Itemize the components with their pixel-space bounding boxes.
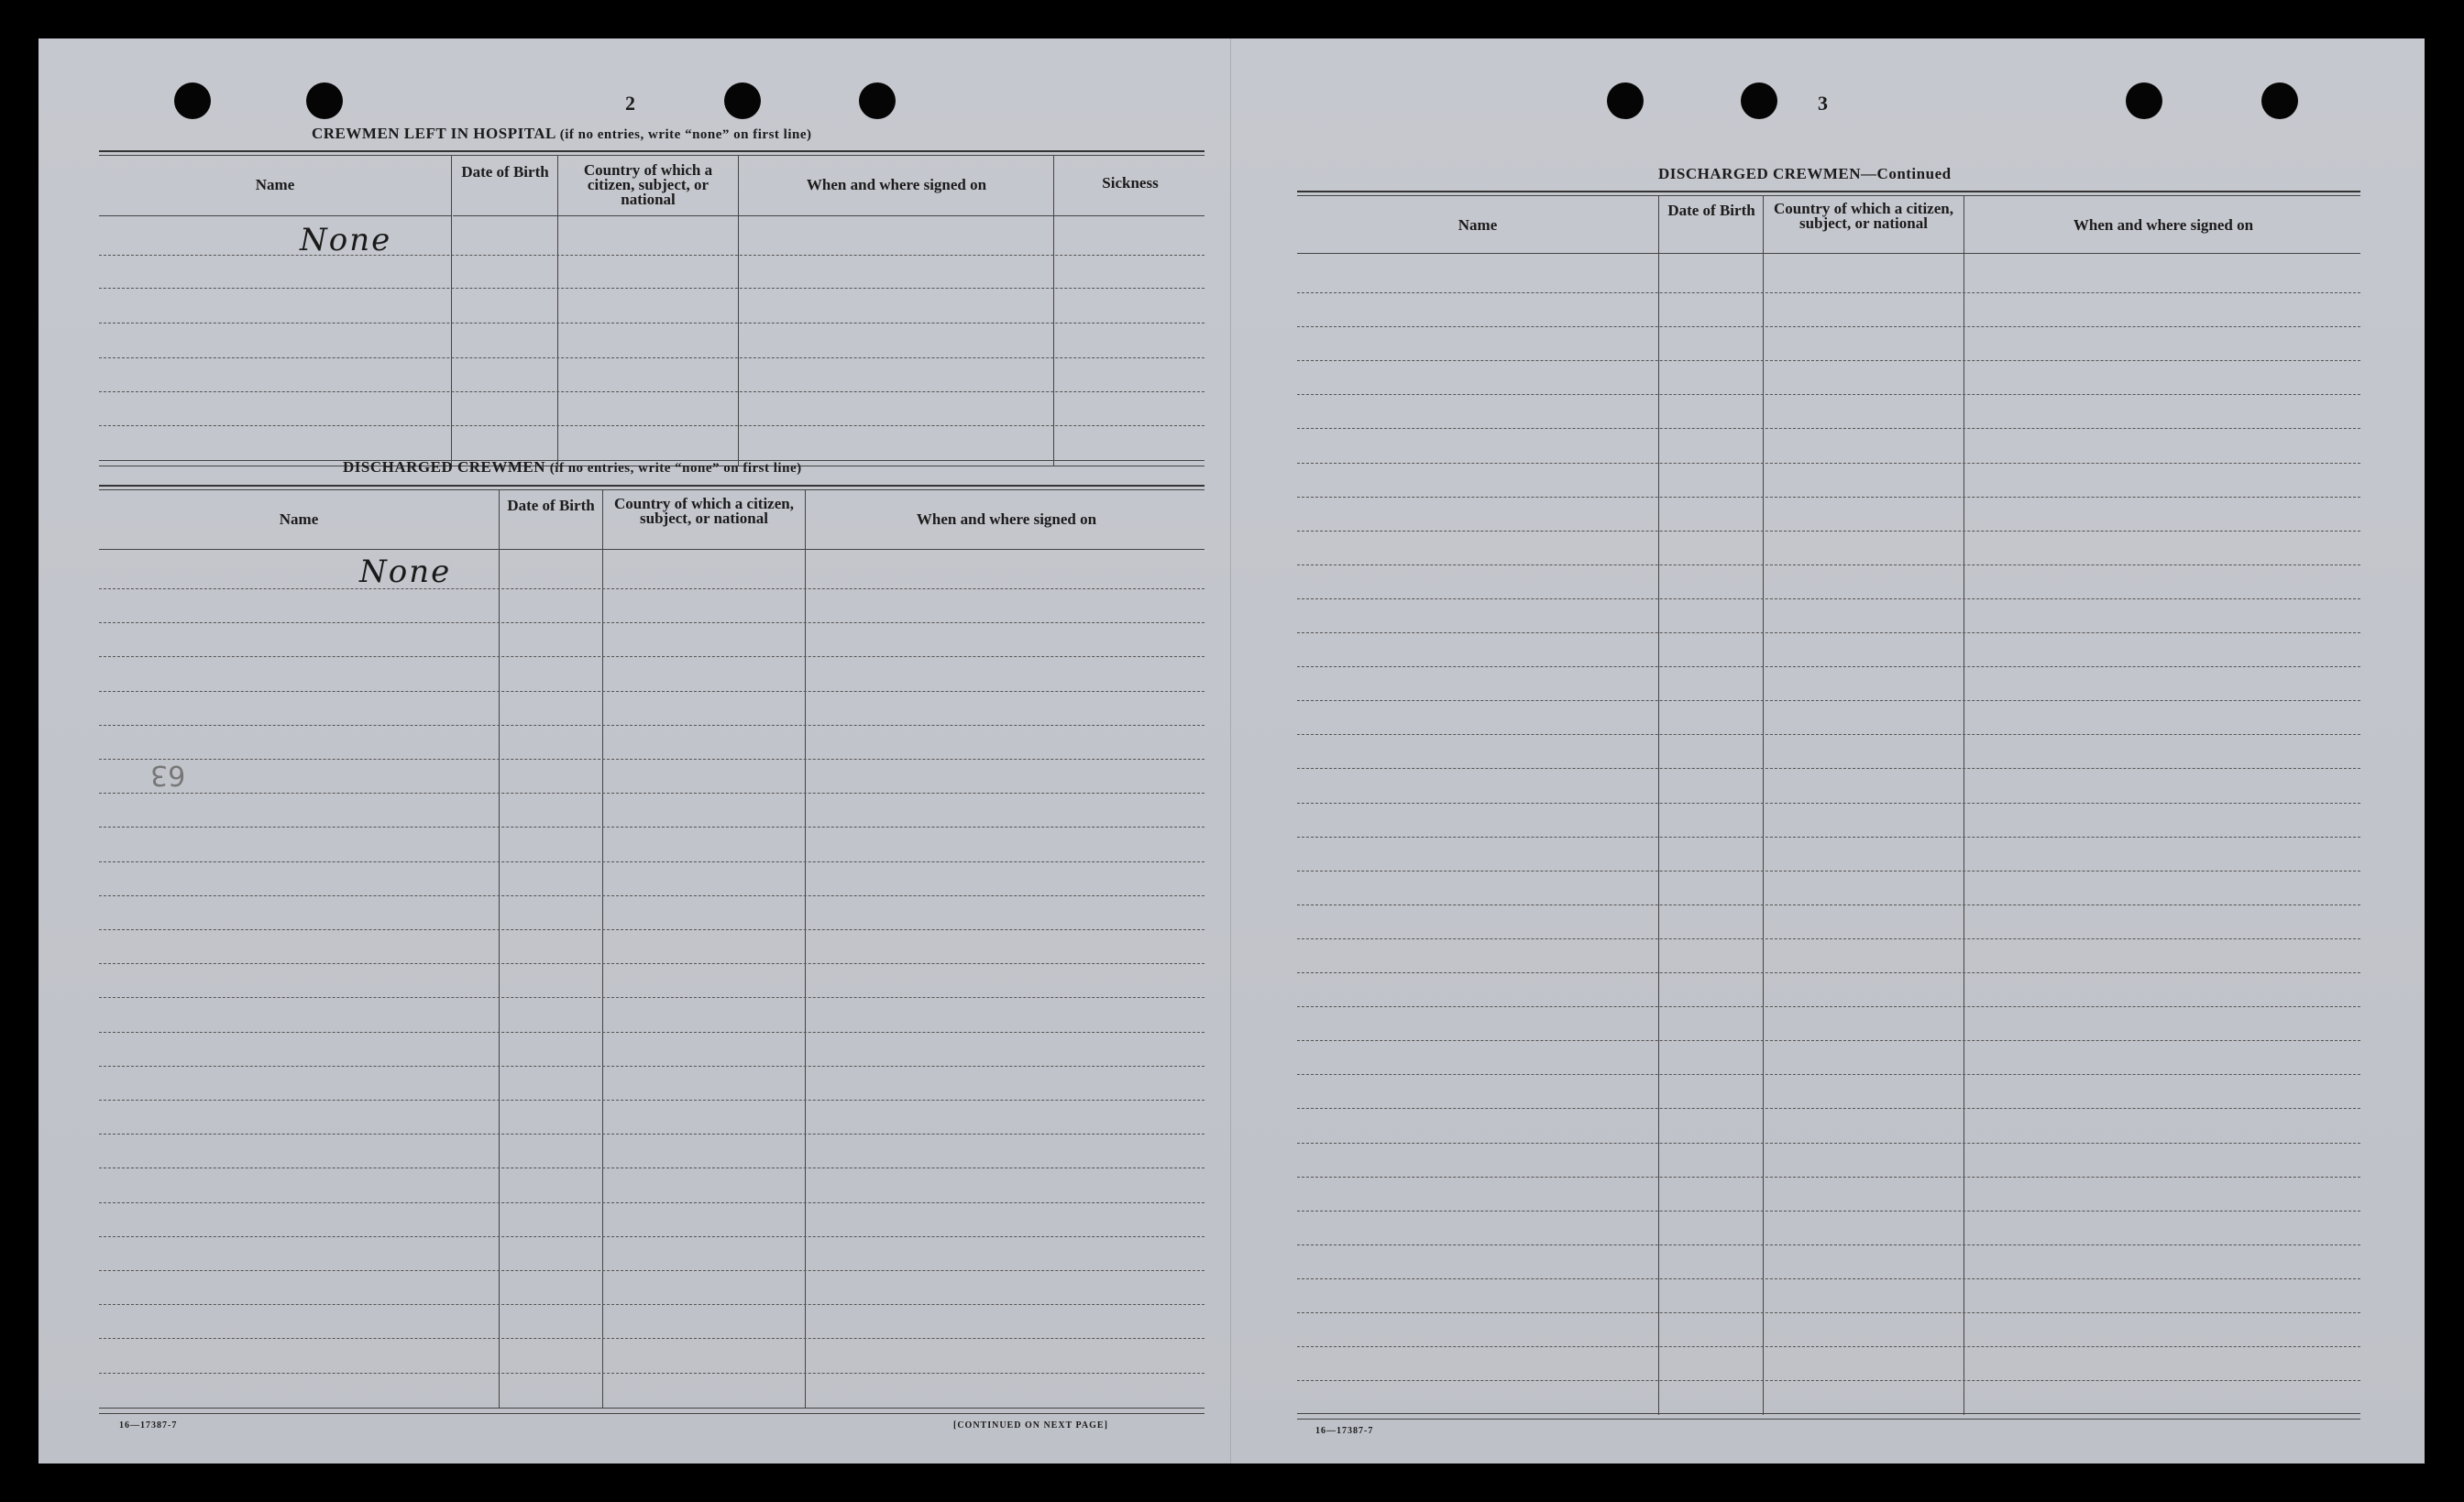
column-header-country: Country of which a citizen, subject, or national: [614, 495, 794, 527]
top-rule: [99, 155, 1204, 156]
form-line: [99, 963, 1204, 964]
form-line: [99, 588, 1204, 589]
header-underline: [453, 215, 1204, 216]
column-header-name: Name: [279, 510, 319, 528]
form-line: [1297, 666, 2360, 667]
form-line: [1297, 972, 2360, 973]
right-page: [1230, 38, 2425, 1464]
section-end-rule: [99, 1408, 1204, 1409]
column-header-date-of-birth: Date of Birth: [507, 497, 595, 514]
punch-hole: [2126, 82, 2162, 119]
form-line: [1297, 428, 2360, 429]
continued-section-title: DISCHARGED CREWMEN—Continued: [1658, 165, 1952, 182]
column-divider: [1763, 196, 1764, 1415]
left-page: [38, 38, 1230, 1464]
discharged-instruction: (if no entries, write “none” on first line): [549, 461, 802, 476]
form-line: [99, 391, 1204, 392]
column-header-date-of-birth: Date of Birth: [461, 163, 549, 181]
form-line: [99, 725, 1204, 726]
form-line: [99, 827, 1204, 828]
form-line: [99, 861, 1204, 862]
punch-hole: [2261, 82, 2298, 119]
handwritten-entry: None: [300, 222, 392, 258]
form-line: [99, 1338, 1204, 1339]
form-line: [99, 288, 1204, 289]
column-divider: [1053, 156, 1054, 466]
discharged-section-title: [343, 458, 802, 477]
hospital-instruction: (if no entries, write “none” on first line): [559, 127, 812, 142]
punch-hole: [1607, 82, 1644, 119]
form-line: [1297, 394, 2360, 395]
form-line: [99, 1134, 1204, 1135]
form-line: [1297, 531, 2360, 532]
form-line: [1297, 292, 2360, 293]
punch-hole: [306, 82, 343, 119]
form-line: [1297, 768, 2360, 769]
form-line: [1297, 871, 2360, 872]
top-rule: [1297, 195, 2360, 196]
top-rule: [99, 485, 1204, 487]
form-line: [1297, 1244, 2360, 1245]
punch-hole: [724, 82, 761, 119]
form-line: [1297, 1380, 2360, 1381]
form-line: [99, 1032, 1204, 1033]
form-line: [1297, 700, 2360, 701]
form-line: [1297, 1278, 2360, 1279]
top-rule: [1297, 191, 2360, 192]
form-line: [1297, 904, 2360, 905]
column-header-name: Name: [1458, 216, 1498, 234]
discharged-title-text: DISCHARGED CREWMEN: [343, 458, 546, 476]
column-header-signed-on: When and where signed on: [916, 510, 1097, 528]
column-header-country: Country of which a citizen, subject, or national: [583, 161, 713, 208]
form-line: [99, 1100, 1204, 1101]
section-end-rule: [99, 1413, 1204, 1414]
form-line: [1297, 1074, 2360, 1075]
hospital-section-title: [312, 125, 812, 143]
header-underline: [99, 549, 1204, 550]
section-end-rule: [1297, 1413, 2360, 1414]
column-header-date-of-birth: Date of Birth: [1667, 202, 1755, 219]
form-line: [99, 1236, 1204, 1237]
form-line: [99, 255, 1204, 256]
form-line: [1297, 1040, 2360, 1041]
form-line: [99, 793, 1204, 794]
header-underline: [1297, 253, 2360, 254]
form-line: [1297, 632, 2360, 633]
form-line: [1297, 938, 2360, 939]
form-line: [99, 1304, 1204, 1305]
form-line: [1297, 837, 2360, 838]
form-line: [1297, 598, 2360, 599]
form-line: [99, 997, 1204, 998]
form-line: [1297, 463, 2360, 464]
column-divider: [451, 156, 452, 466]
header-underline: [99, 215, 451, 216]
form-line: [1297, 1346, 2360, 1347]
form-line: [99, 1066, 1204, 1067]
form-line: [1297, 497, 2360, 498]
form-line: [1297, 1108, 2360, 1109]
column-divider: [738, 156, 739, 466]
form-line: [1297, 1143, 2360, 1144]
form-line: [99, 1202, 1204, 1203]
column-header-country: Country of which a citizen, subject, or national: [1774, 200, 1953, 232]
column-divider: [1658, 196, 1659, 1415]
form-line: [99, 656, 1204, 657]
form-number: 16—17387-7: [119, 1420, 178, 1431]
form-line: [99, 929, 1204, 930]
hospital-title-text: CREWMEN LEFT IN HOSPITAL: [312, 125, 556, 142]
form-line: [1297, 1312, 2360, 1313]
handwritten-entry: None: [359, 554, 452, 590]
column-header-sickness: Sickness: [1102, 174, 1159, 192]
page-number: 3: [1818, 92, 1828, 115]
punch-hole: [1741, 82, 1777, 119]
form-line: [1297, 1177, 2360, 1178]
form-line: [1297, 326, 2360, 327]
top-rule: [99, 489, 1204, 490]
form-line: [1297, 360, 2360, 361]
section-end-rule: [1297, 1419, 2360, 1420]
form-line: [1297, 734, 2360, 735]
punch-hole: [174, 82, 211, 119]
column-header-name: Name: [255, 176, 295, 193]
form-line: [99, 1373, 1204, 1374]
form-line: [1297, 1006, 2360, 1007]
column-header-signed-on: When and where signed on: [2073, 216, 2254, 234]
form-number: 16—17387-7: [1315, 1426, 1374, 1436]
page-number: 2: [625, 92, 635, 115]
form-line: [99, 357, 1204, 358]
form-line: [99, 425, 1204, 426]
form-line: [99, 759, 1204, 760]
column-divider: [557, 156, 558, 466]
column-header-signed-on: When and where signed on: [806, 176, 987, 193]
punch-hole: [859, 82, 896, 119]
form-line: [1297, 803, 2360, 804]
form-line: [99, 895, 1204, 896]
form-line: [99, 1270, 1204, 1271]
form-line: [99, 622, 1204, 623]
top-rule: [99, 150, 1204, 152]
margin-pencil-mark: 63: [150, 759, 186, 791]
continued-note: [CONTINUED ON NEXT PAGE]: [953, 1420, 1108, 1431]
form-line: [99, 691, 1204, 692]
